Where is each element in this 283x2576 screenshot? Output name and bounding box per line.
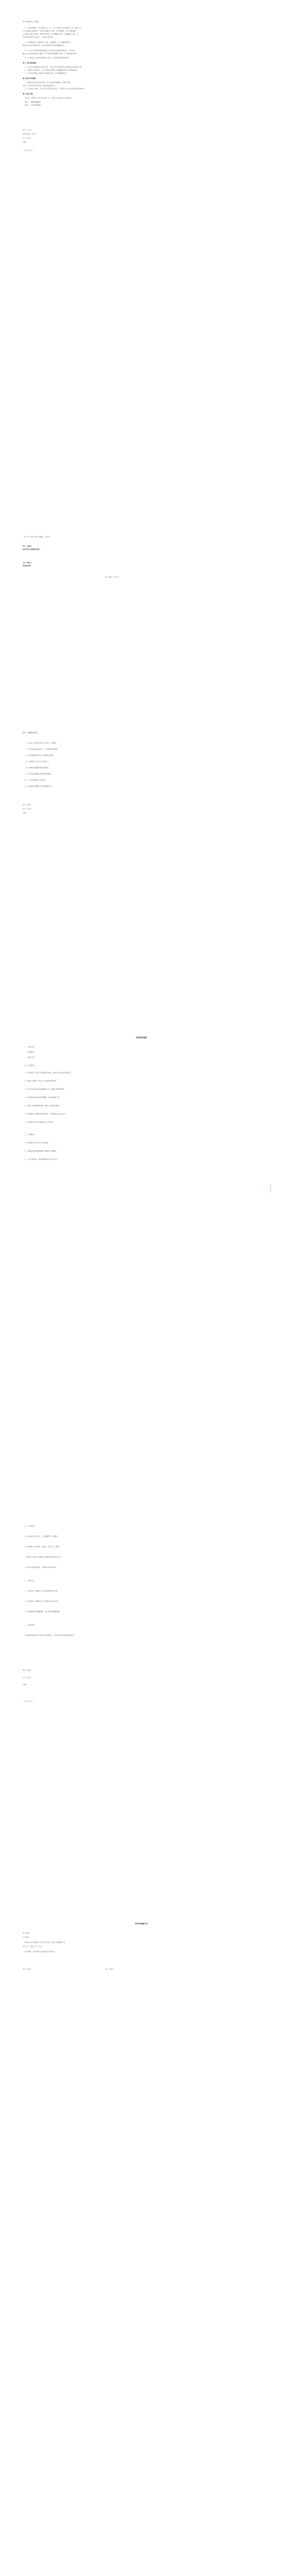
- page-title: 劳动合同续订书: [135, 1923, 148, 1925]
- text-line: （以下无正文）: [23, 1700, 34, 1702]
- text-line: 一、岗位名称：: [25, 1046, 36, 1048]
- text-line: 附件二：岗位职责说明: [25, 104, 41, 106]
- text-line: 甲方有权要求乙方赔偿：: [23, 21, 41, 23]
- text-line: 任何一方均可向甲方所在地人民法院提起诉讼。: [23, 84, 57, 87]
- signature-label: 日期：: [23, 812, 28, 814]
- text-line: （1）试用期工资为正式工资的 %。: [25, 760, 50, 762]
- text-line: 二、所属部门：: [25, 1051, 36, 1053]
- text-line: 3、乙方违反保密义务给甲方造成损失的，应当承担赔偿责任。: [25, 72, 69, 74]
- text-line: 八、其他说明：: [25, 1624, 36, 1626]
- text-line: （2）绩效奖金根据考核结果发放。: [25, 767, 50, 769]
- text-line: 七、考核方式：: [25, 1580, 36, 1582]
- text-line: 5、遵守公司各项规章制度，维护公司利益和形象。: [25, 1105, 61, 1107]
- text-line: 2、按照公司要求，制定工作计划并组织落实。: [25, 1080, 58, 1082]
- text-line: 四、岗位职责：: [25, 1064, 36, 1066]
- text-line: 二、工资发放时间为每月 日，如遇节假日顺延。: [25, 748, 59, 750]
- text-line: 续订期间，双方权利义务按原劳动合同执行。: [25, 1951, 57, 1953]
- signature-label: 日期：: [23, 141, 28, 143]
- signature-label: 身份证号码：: [23, 565, 32, 567]
- signature-label: 法定代表人（签字）：: [23, 133, 38, 135]
- text-line: 7、完成领导交办的其他临时性工作任务。: [25, 1121, 55, 1123]
- text-line: 五、其他福利待遇按公司规章制度执行。: [25, 785, 54, 787]
- text-line: 4、合同期满前乙方提前终止合同，必须提前三十天书面通知甲方，: [25, 41, 72, 43]
- text-line: 1、月度考核：根据每月工作完成情况进行考核。: [25, 1590, 60, 1592]
- signature-label: 甲方（盖章）：: [23, 1669, 33, 1671]
- text-line: 五、任职要求：: [25, 1133, 36, 1136]
- text-line: 方应将所有资料交回甲方，并办理交接手续。: [23, 36, 55, 38]
- text-line: 要求乙方按实际损失进行赔偿。甲方同时有权解除本合同，并不承担违约责任。: [23, 53, 79, 55]
- text-line: 四、乙方应按时提交工作报告。: [25, 779, 47, 781]
- section-heading: 第十四条 争议解决: [23, 77, 36, 79]
- text-line: 附件一：薪酬待遇说明: [25, 101, 41, 103]
- signature-label: 甲方（公章）：: [23, 129, 33, 131]
- text-line: （以下为《劳动合同》签署页，无正文）: [23, 536, 51, 538]
- text-line: 2、严格遵守工作纪律，无迟到、早退、旷工现象。: [25, 1546, 61, 1548]
- text-line: 6、乙方违反本合同约定的保密义务的，应承担相应的法律责任。: [25, 57, 70, 59]
- text-line: 经甲乙双方协商同意，续订劳动合同，续订合同期限为 年，: [25, 1941, 67, 1943]
- signature-label: 法定代表人或授权代理人：: [23, 548, 42, 550]
- attachment-heading: 附件一 薪酬待遇说明: [23, 732, 38, 734]
- text-line: 1、按时完成工作任务，工作质量符合公司要求。: [25, 1535, 60, 1537]
- text-line: 一、乙方的工资标准为每月人民币 元（税前）。: [25, 742, 58, 744]
- text-line: （以下无正文）: [23, 149, 34, 151]
- text-line: 自 年 月 日起至 年 月 日止。: [23, 1945, 44, 1947]
- signature-label: 甲方（盖章）：: [23, 804, 33, 806]
- text-line: 3、服从工作安排，积极配合其他同事完成相关工作。: [25, 1556, 63, 1558]
- text-line: 3、负责与相关部门的沟通协调工作，确保工作顺利开展。: [25, 1088, 66, 1090]
- signature-label: 日期：: [23, 1684, 28, 1686]
- text-line: 3、合同有效期内，甲方接到乙方一方，乙方不能按工作内容进行工作，提前三十: [25, 27, 82, 29]
- text-line: 1、乙方在合同期内及合同终止后，对在工作中获知的甲方商业秘密负有保密义务。: [25, 66, 83, 68]
- signature-label: 乙方（签字）：: [105, 1968, 116, 1970]
- signature-label: 乙方（签字）：: [23, 808, 33, 810]
- page-title: 岗位职责说明: [136, 1037, 147, 1039]
- text-line: 2、未经甲方书面许可，乙方不得向任何第三方披露或使用甲方的商业秘密。: [25, 69, 79, 71]
- text-line: 本岗位职责说明书作为劳动合同的附件，与劳动合同具有同等法律效力。: [25, 1634, 76, 1636]
- signature-label: 乙方（签字）：: [23, 137, 33, 139]
- text-line: （3）年终奖金根据公司经营情况确定。: [25, 773, 53, 775]
- signature-label: 甲方（盖章）：: [23, 545, 33, 547]
- text-line: 同时乙方应承担违约责任，违约金按照合同约定的数额支付，: [23, 44, 66, 46]
- text-line: 甲方名称：: [23, 1932, 31, 1934]
- text-line: 三、甲方按国家规定为乙方缴纳社会保险。: [25, 754, 55, 756]
- signature-label: 乙方（签字）：: [23, 562, 33, 564]
- text-line: 1、因履行本合同发生争议的，双方应友好协商解决；协商不成的，: [25, 81, 72, 83]
- signature-label: 甲方（盖章）：: [23, 1968, 33, 1970]
- text-line: 1、具有相关专业学历及工作经验。: [25, 1142, 50, 1144]
- section-heading: 第十三条 保密条款: [23, 62, 36, 64]
- text-line: 乙方须以书面方式提出，经甲方同意后，方可解除本合同，合同解除之日起，乙: [23, 33, 79, 35]
- text-line: 3、工作认真负责，具有较强的责任心和执行力。: [25, 1158, 60, 1160]
- text-line: 2、具备良好的沟通协调能力和团队合作精神。: [25, 1150, 58, 1152]
- text-line: 4、负责本岗位相关资料的整理、归档和保管工作。: [25, 1096, 61, 1098]
- section-heading: 第十五条 其他: [23, 93, 33, 95]
- text-line: 六、工作标准：: [25, 1525, 36, 1527]
- seal-stamp: 合同专用章: [270, 1184, 272, 1193]
- text-line: 乙方姓名：: [23, 1936, 31, 1938]
- text-line: 天以书面形式通知甲方，或在无法履行合同时，应在该期间，双方协商处理，: [23, 30, 77, 32]
- signature-date: 签订日期： 年 月 日: [105, 576, 119, 578]
- text-line: 2、年度考核：根据全年工作表现进行综合评定。: [25, 1600, 60, 1602]
- text-line: 1、负责本部门日常工作的组织与实施，完成上级交办的各项任务。: [25, 1072, 72, 1074]
- text-line: 2、本合同未尽事宜，双方可另行签订补充协议，补充协议与本合同具有同等法律效力。: [25, 88, 86, 90]
- signature-label: 乙方（签字）：: [23, 1676, 33, 1679]
- text-line: 5、乙方在合同期内因故意或重大过失给甲方造成经济损失的，甲方有权: [25, 49, 76, 52]
- text-line: 本合同一式两份，甲乙双方各执一份，自双方签字盖章之日起生效。: [25, 97, 73, 99]
- text-line: 4、保守公司商业秘密，不泄露公司内部信息。: [25, 1566, 58, 1568]
- text-line: 三、直接上级：: [25, 1056, 36, 1058]
- text-line: 3、考核结果作为薪酬调整、岗位晋升的重要依据。: [25, 1611, 61, 1613]
- text-line: 6、积极参加公司组织的各类培训，不断提高自身业务水平。: [25, 1113, 67, 1115]
